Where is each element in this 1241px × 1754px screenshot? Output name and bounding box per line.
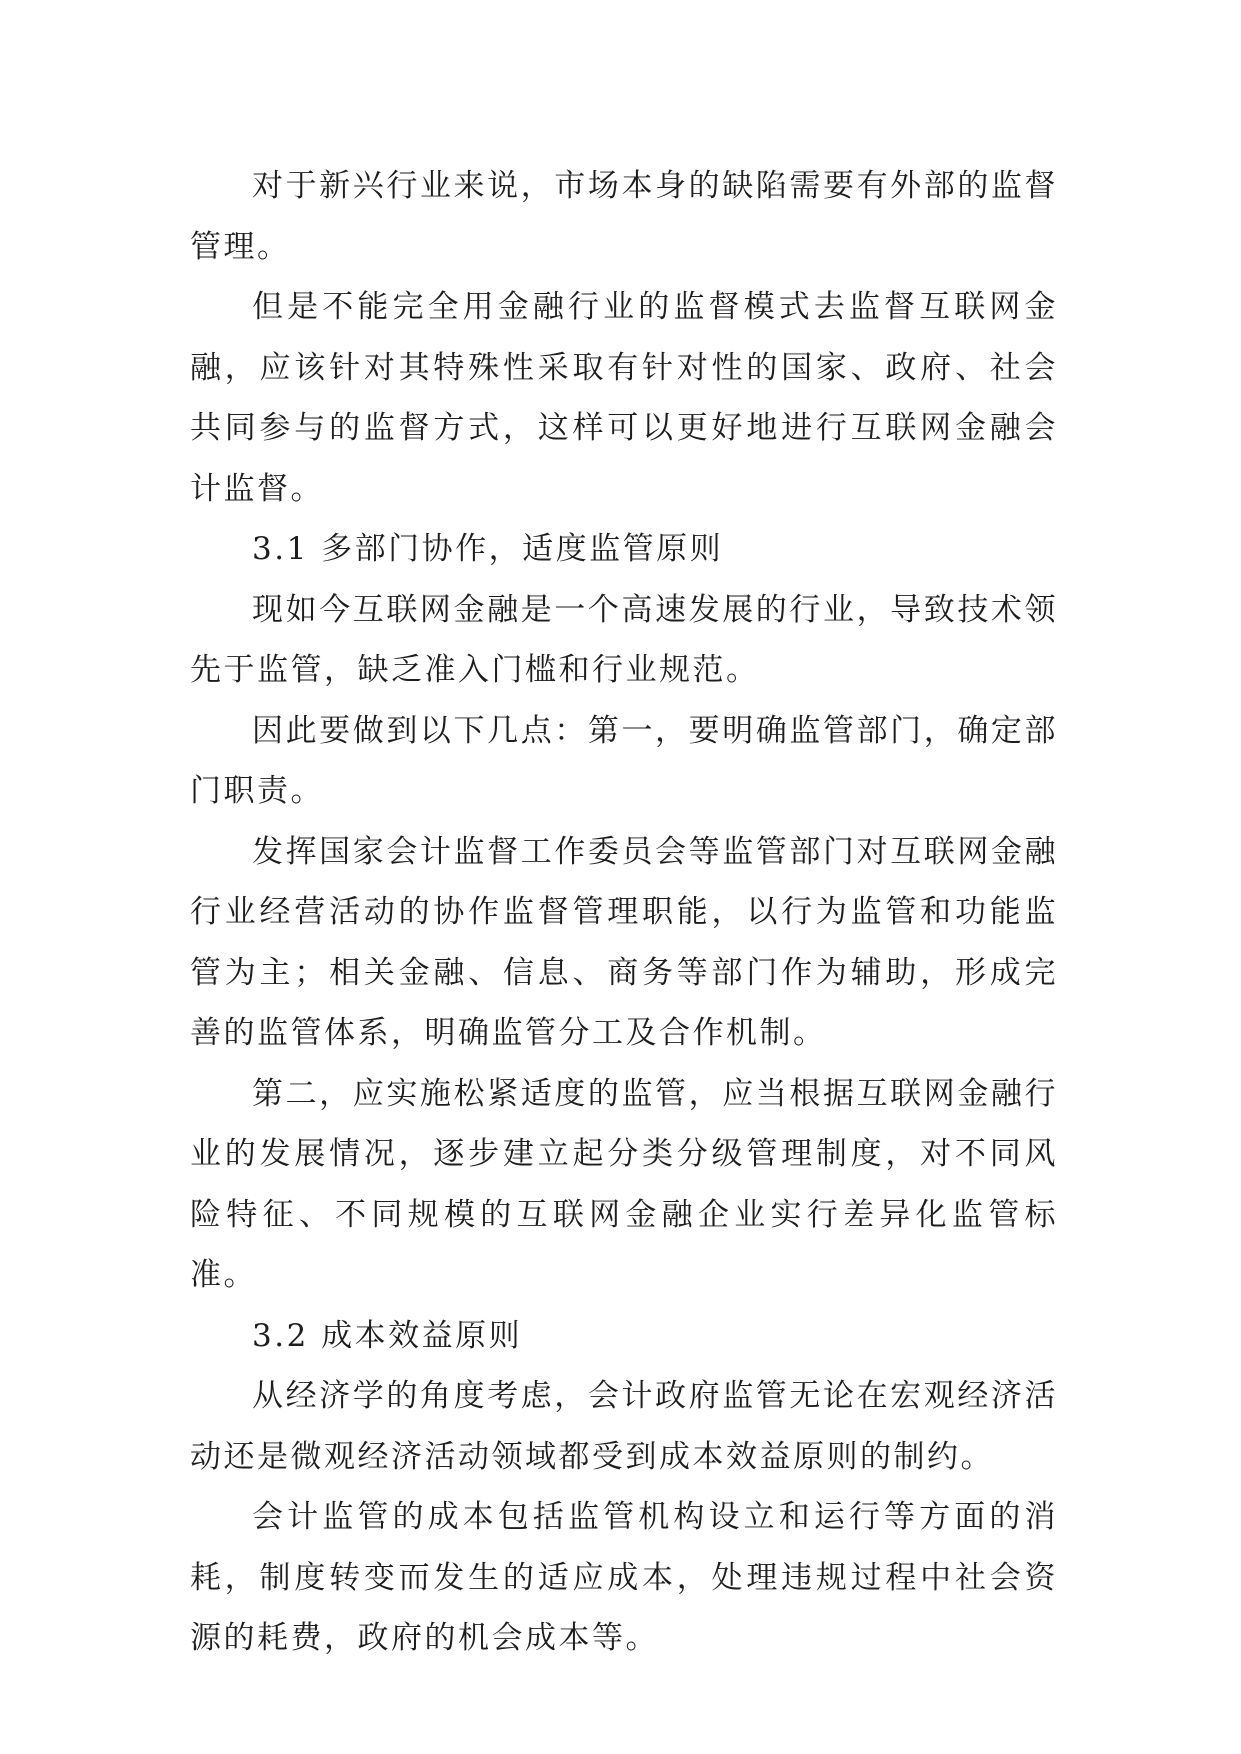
paragraph: 但是不能完全用金融行业的监督模式去监督互联网金融，应该针对其特殊性采取有针对性的国家、政府、社会共同参与的监督方式，这样可以更好地进行互联网金融会计监督。 xyxy=(190,289,1058,507)
paragraph: 会计监管的成本包括监管机构设立和运行等方面的消耗，制度转变而发生的适应成本，处理违规过程中社会资源的耗费，政府的机会成本等。 xyxy=(190,1499,1058,1656)
paragraph: 发挥国家会计监督工作委员会等监管部门对互联网金融行业经营活动的协作监督管理职能，以行为监管和功能监管为主；相关金融、信息、商务等部门作为辅助，形成完善的监管体系，明确监管分工及合作机制。 xyxy=(190,833,1058,1051)
section-heading: 3.1 多部门协作，适度监管原则 xyxy=(252,531,724,567)
document-body xyxy=(190,156,1058,1669)
section-heading: 3.2 成本效益原则 xyxy=(252,1317,523,1354)
paragraph: 从经济学的角度考虑，会计政府监管无论在宏观经济活动还是微观经济活动领域都受到成本效益原则的制约。 xyxy=(190,1378,1058,1475)
paragraph: 现如今互联网金融是一个高速发展的行业，导致技术领先于监管，缺乏准入门槛和行业规范。 xyxy=(190,591,1058,688)
paragraph: 因此要做到以下几点：第一，要明确监管部门，确定部门职责。 xyxy=(190,712,1058,809)
paragraph: 第二，应实施松紧适度的监管，应当根据互联网金融行业的发展情况，逐步建立起分类分级管理制度，对不同风险特征、不同规模的互联网金融企业实行差异化监管标准。 xyxy=(190,1075,1058,1293)
paragraph: 对于新兴行业来说，市场本身的缺陷需要有外部的监督管理。 xyxy=(190,168,1058,265)
